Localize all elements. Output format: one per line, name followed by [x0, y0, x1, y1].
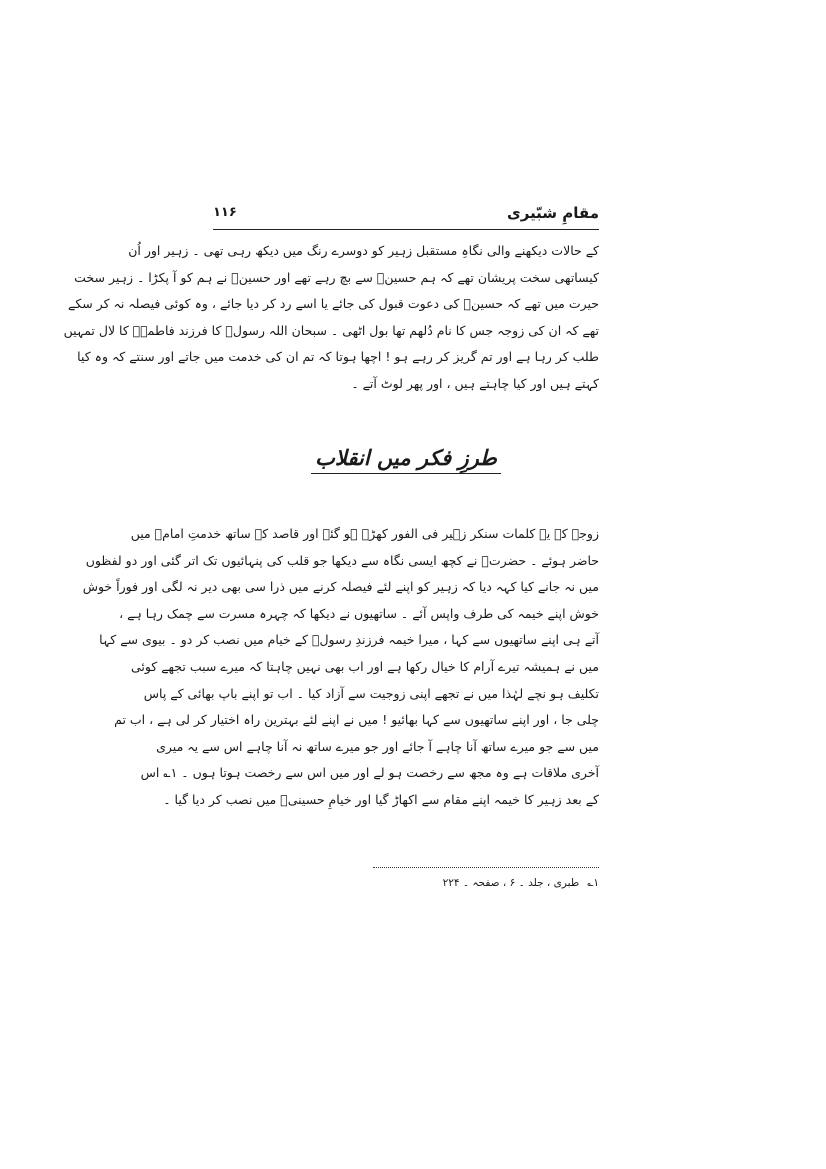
page-header	[213, 204, 599, 232]
section-heading	[213, 446, 599, 474]
text-line: تکلیف ہو نچے لہٰذا میں نے تجھے اپنی زوجیت سے آزاد کیا ۔ اب تو اپنے باپ بھائی کے پاس	[143, 685, 599, 701]
footnote	[443, 877, 599, 889]
text-line: میں نہ جانے کیا کہہ دیا کہ زہیر کو اپنے لئے فیصلہ کرنے میں ذرا سی بھی دیر نہ لگی اور فوراً خوش	[82, 579, 599, 595]
text-line: خوش اپنے خیمہ کی طرف واپس آئے ۔ ساتھیوں نے دیکھا کہ چہرہ مسرت سے چمک رہا ہے ،	[119, 605, 599, 621]
paragraph-1	[63, 238, 599, 398]
footnote-mark: ۱؎	[587, 877, 599, 889]
text-line: میں سے جو میرے ساتھ آنا چاہے آ جائے اور جو میرے ساتھ نہ آنا چاہے اس سے یہ میری	[156, 738, 599, 754]
running-title: مقامِ شبّیری	[506, 204, 599, 222]
text-line: تھے کہ ان کی زوجہ جس کا نام دُلھم تھا بول اٹھی ۔ سبحان اللہ رسولؐ کا فرزند فاطمہؑ کا لال تمہیں	[63, 322, 599, 338]
text-line: آخری ملاقات ہے وہ مجھ سے رخصت ہو لے اور میں اس سے رخصت ہوتا ہوں ۔ ۱؎ اس	[140, 765, 599, 781]
text-line: زوجہ کے یہ کلمات سنکر زہیر فی الفور کھڑے ہو گئے اور قاصد کے ساتھ خدمتِ امامؑ میں	[130, 526, 599, 541]
text-line: کے بعد زہیر کا خیمہ اپنے مقام سے اکھاڑ گیا اور خیامِ حسینیؑ میں نصب کر دیا گیا ۔	[163, 791, 599, 807]
paragraph-2	[82, 521, 599, 814]
text-line: آتے ہی اپنے ساتھیوں سے کہا ، میرا خیمہ فرزندِ رسولؐ کے خیام میں نصب کر دو ۔ بیوی سے کہا	[99, 632, 599, 648]
text-line: چلی جا ، اور اپنے ساتھیوں سے کہا بھائیو ! میں نے اپنے لئے بہترین راہ اختیار کر لی ہے ، اب تم	[114, 712, 599, 728]
text-line: حاضر ہوئے ۔ حضرتؑ نے کچھ ایسی نگاہ سے دیکھا جو قلب کی پنہائیوں تک اتر گئی اور دو لفظوں	[85, 552, 599, 568]
footnote-separator	[373, 867, 599, 868]
footnote-text: طبری ، جلد ۔ ۶ ، صفحہ ۔ ۲۲۴	[442, 877, 580, 889]
text-line: میں نے ہمیشہ تیرے آرام کا خیال رکھا ہے اور اب بھی نہیں چاہتا کہ میرے سبب تجھے کوئی	[130, 658, 599, 674]
page-number: ۱۱۶	[213, 205, 237, 220]
section-heading-text: طرزِ فکر میں انقلاب	[311, 446, 501, 474]
text-line: طلب کر رہا ہے اور تم گریز کر رہے ہو ! اچھا ہوتا کہ تم ان کی خدمت میں جاتے اور سنتے کہ وہ کیا	[77, 349, 599, 365]
text-line: کہتے ہیں اور کیا چاہتے ہیں ، اور پھر لوٹ آتے ۔	[351, 375, 599, 391]
text-line: کے حالات دیکھنے والی نگاہِ مستقبل زہیر کو دوسرے رنگ میں دیکھ رہی تھی ۔ زہیر اور اُن	[128, 243, 599, 258]
text-line: کیساتھی سخت پریشان تھے کہ ہم حسینؑ سے بچ رہے تھے اور حسینؑ نے ہم کو آ پکڑا ۔ زہیر سخت	[74, 269, 599, 285]
header-rule	[213, 229, 599, 230]
text-line: حیرت میں تھے کہ حسینؑ کی دعوت قبول کی جائے یا اسے رد کر دیا جائے ، وہ کوئی فیصلہ نہ کر سکے	[68, 296, 599, 312]
